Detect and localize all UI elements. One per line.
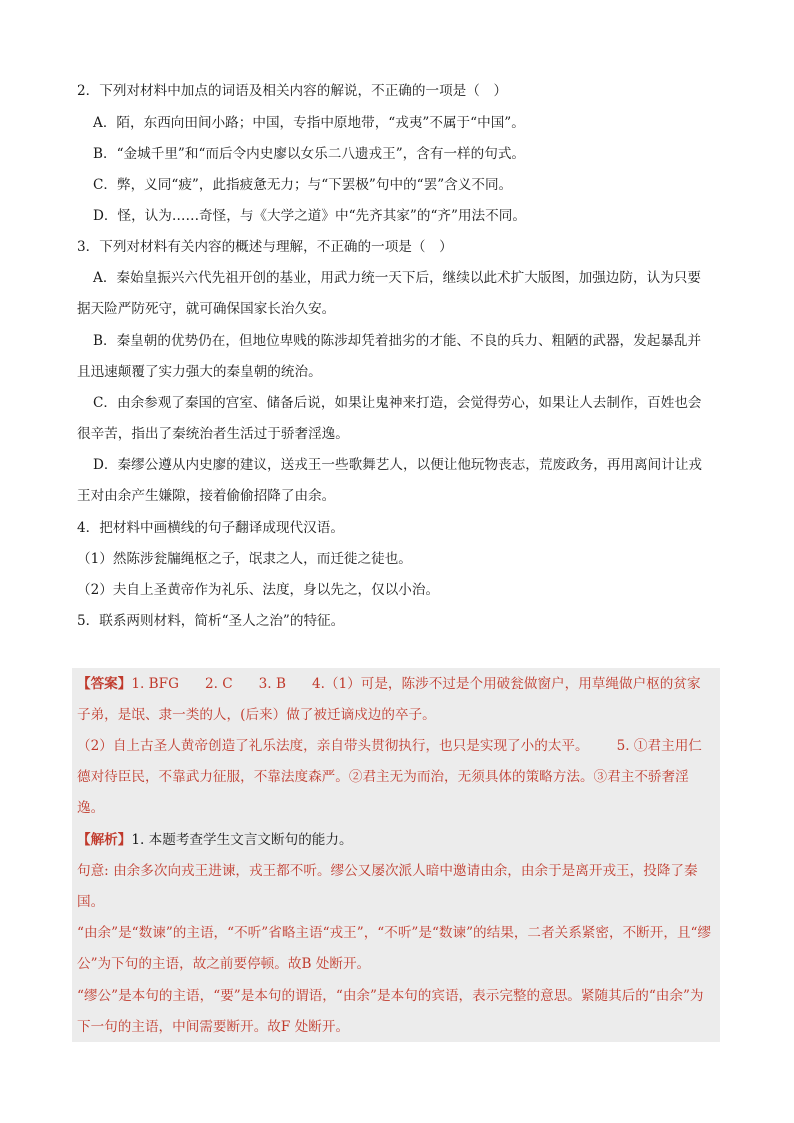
answer-5-line2: 德对待臣民，不靠武力征服，不靠法度森严。②君主无为而治，无须具体的策略方法。③君主不骄奢淫 <box>77 769 689 785</box>
answer-5-line3: 逸。 <box>77 800 105 816</box>
analysis-line-1 <box>77 830 353 850</box>
question-3-stem: 3．下列对材料有关内容的概述与理解，不正确的一项是（ ） <box>77 239 453 255</box>
answer-line-3 <box>77 736 702 756</box>
question-2-stem: 2．下列对材料中加点的词语及相关内容的解说，不正确的一项是（ ） <box>77 83 508 99</box>
question-2-option-b: B．“金城千里”和“而后令内史廖以女乐二八遗戎王”，含有一样的句式。 <box>93 146 526 162</box>
question-3-option-c-line1: C．由余参观了秦国的宫室、储备后说，如果让鬼神来打造，会觉得劳心，如果让人去制作，百姓也会 <box>93 395 702 411</box>
analysis-para1-line2: 公”为下句的主语，故之前要停顿。故B 处断开。 <box>77 956 371 972</box>
question-2-option-d: D．怪，认为……奇怪，与《大学之道》中“先齐其家”的“齐”用法不同。 <box>93 208 526 224</box>
question-2-option-a: A．陌，东西向田间小路；中国，专指中原地带，“戎夷”不属于“中国”。 <box>93 115 525 131</box>
analysis-intro: 1. 本题考查学生文言文断句的能力。 <box>131 832 353 848</box>
question-4-stem: 4．把材料中画横线的句子翻译成现代汉语。 <box>77 520 344 536</box>
question-3-option-a-line2: 据天险严防死守，就可确保国家长治久安。 <box>77 301 336 317</box>
analysis-para2-line1: “缪公”是本句的主语，“要”是本句的谓语，“由余”是本句的宾语，表示完整的意思。紧随其后的“由余”为 <box>77 988 704 1004</box>
question-2-option-c: C．弊，义同“疲”，此指疲惫无力；与“下罢极”句中的“罢”含义不同。 <box>93 177 513 193</box>
answer-tag: 【答案】 <box>77 676 132 692</box>
question-3-option-d-line2: 王对由余产生嫌隙，接着偷偷招降了由余。 <box>77 488 336 504</box>
question-4-sentence-1: （1）然陈涉瓮牖绳枢之子，氓隶之人，而迁徙之徒也。 <box>77 551 412 567</box>
question-3-option-b-line1: B．秦皇朝的优势仍在，但地位卑贱的陈涉却凭着拙劣的才能、不良的兵力、粗陋的武器，发起暴乱并 <box>93 333 702 349</box>
answer-5-head: 5. ①君主用仁 <box>616 738 702 754</box>
question-5-stem: 5．联系两则材料，简析“圣人之治”的特征。 <box>77 613 345 629</box>
analysis-tag: 【解析】 <box>77 832 132 848</box>
analysis-meaning-line2: 国。 <box>77 894 105 910</box>
question-4-sentence-2: （2）夫自上圣黄帝作为礼乐、法度，身以先之，仅以小治。 <box>77 582 440 598</box>
answer-2: 2. C <box>204 676 233 692</box>
question-3-option-d-line1: D．秦缪公遵从内史廖的建议，送戎王一些歌舞艺人，以便让他玩物丧志，荒废政务，再用离间计让戎 <box>93 457 703 473</box>
answer-line-1 <box>77 674 701 694</box>
question-3-option-c-line2: 很辛苦，指出了秦统治者生活过于骄奢淫逸。 <box>77 426 349 442</box>
analysis-para2-line2: 下一句的主语，中间需要断开。故F 处断开。 <box>77 1019 350 1035</box>
answer-3: 3. B <box>258 676 286 692</box>
question-3-option-b-line2: 且迅速颠覆了实力强大的秦皇朝的统治。 <box>77 364 322 380</box>
analysis-para1-line1: “由余”是“数谏”的主语，“不听”省略主语“戎王”，“不听”是“数谏”的结果，二者关系紧密，不断开，且“缪 <box>77 925 712 941</box>
answer-4-part1-head: 4.（1）可是，陈涉不过是个用破瓮做窗户，用草绳做户枢的贫家 <box>311 676 701 692</box>
question-3-option-a-line1: A．秦始皇振兴六代先祖开创的基业，用武力统一天下后，继续以此术扩大版图，加强边防，认为只要 <box>93 270 701 286</box>
answer-1: 1. BFG <box>131 676 179 692</box>
analysis-meaning-line1: 句意: 由余多次向戎王进谏，戎王都不听。缪公又屡次派人暗中邀请由余，由余于是离开戎王，投降了秦 <box>77 863 698 879</box>
answer-4-part2: （2）自上古圣人黄帝创造了礼乐法度，亲自带头贯彻执行，也只是实现了小的太平。 <box>77 738 589 754</box>
answer-4-part1-tail: 子弟，是氓、隶一类的人，(后来）做了被迁谪戍边的卒子。 <box>77 707 436 723</box>
